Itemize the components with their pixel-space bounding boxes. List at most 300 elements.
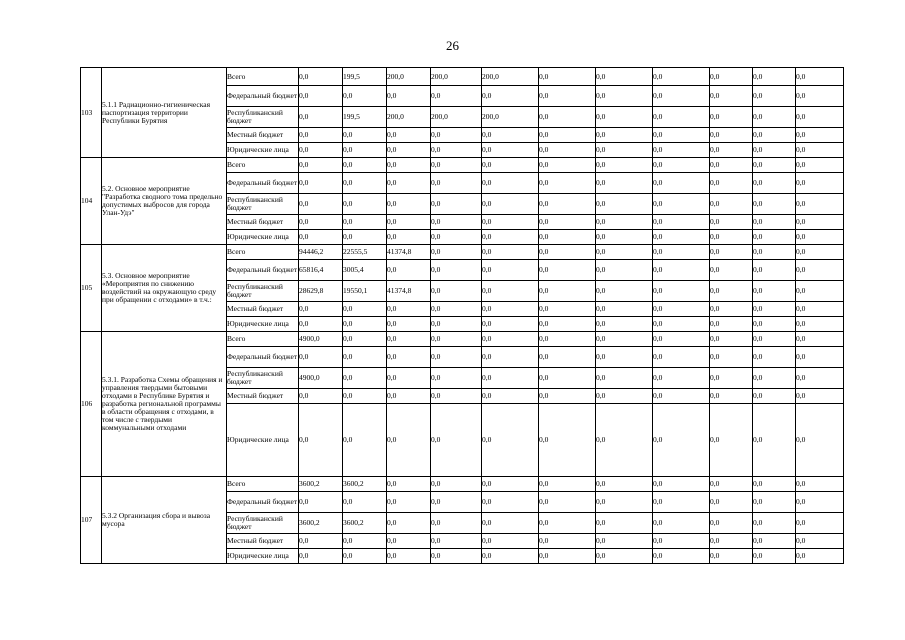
amount-cell: 0,0 [299,68,343,86]
amount-cell: 0,0 [387,549,431,564]
funding-source: Федеральный бюджет [227,86,299,107]
amount-cell: 0,0 [710,86,753,107]
amount-cell: 0,0 [753,404,796,477]
amount-cell: 0,0 [387,332,431,347]
amount-cell: 0,0 [431,404,482,477]
amount-cell: 0,0 [482,477,539,492]
amount-cell: 0,0 [596,281,653,302]
table-row [81,477,844,492]
amount-cell: 4900,0 [299,368,343,389]
amount-cell: 0,0 [710,158,753,173]
amount-cell: 0,0 [539,389,596,404]
amount-cell: 0,0 [653,68,710,86]
amount-cell: 200,0 [431,68,482,86]
amount-cell: 0,0 [796,143,844,158]
funding-source: Федеральный бюджет [227,347,299,368]
amount-cell: 0,0 [710,317,753,332]
amount-cell: 4900,0 [299,332,343,347]
amount-cell: 65816,4 [299,260,343,281]
amount-cell: 0,0 [596,107,653,128]
amount-cell: 19550,1 [343,281,387,302]
amount-cell: 0,0 [710,492,753,513]
amount-cell: 0,0 [431,143,482,158]
amount-cell: 0,0 [796,534,844,549]
amount-cell: 0,0 [653,302,710,317]
amount-cell: 0,0 [653,143,710,158]
amount-cell: 0,0 [539,173,596,194]
amount-cell: 0,0 [753,86,796,107]
funding-source: Всего [227,477,299,492]
amount-cell: 200,0 [387,107,431,128]
amount-cell: 0,0 [653,404,710,477]
amount-cell: 0,0 [653,86,710,107]
amount-cell: 0,0 [387,230,431,245]
amount-cell: 0,0 [796,215,844,230]
amount-cell: 0,0 [653,281,710,302]
amount-cell: 0,0 [596,347,653,368]
amount-cell: 0,0 [796,260,844,281]
amount-cell: 0,0 [753,128,796,143]
measure-name: 5.1.1 Радиационно-гигиеническая паспортизация территории Республики Бурятия [102,68,227,158]
amount-cell: 0,0 [596,173,653,194]
amount-cell: 0,0 [653,260,710,281]
amount-cell: 0,0 [299,534,343,549]
amount-cell: 0,0 [539,317,596,332]
funding-source: Федеральный бюджет [227,260,299,281]
amount-cell: 0,0 [653,173,710,194]
funding-source: Федеральный бюджет [227,173,299,194]
measure-name: 5.3.1. Разработка Схемы обращения и управления твердыми бытовыми отходами в Республике Бурятия и разработка региональной программы в области обращения с отходами, в том числе с твердыми коммунальными отходами [102,332,227,477]
amount-cell: 0,0 [299,107,343,128]
amount-cell: 0,0 [710,347,753,368]
amount-cell: 0,0 [753,260,796,281]
funding-source: Всего [227,245,299,260]
amount-cell: 0,0 [539,549,596,564]
amount-cell: 0,0 [710,477,753,492]
amount-cell: 0,0 [539,302,596,317]
amount-cell: 0,0 [710,194,753,215]
amount-cell: 0,0 [539,404,596,477]
amount-cell: 0,0 [596,260,653,281]
funding-source: Всего [227,68,299,86]
amount-cell: 0,0 [387,86,431,107]
amount-cell: 0,0 [710,368,753,389]
amount-cell: 0,0 [653,513,710,534]
amount-cell: 0,0 [539,107,596,128]
amount-cell: 0,0 [343,332,387,347]
amount-cell: 0,0 [796,332,844,347]
amount-cell: 0,0 [343,158,387,173]
amount-cell: 0,0 [653,245,710,260]
amount-cell: 41374,8 [387,281,431,302]
amount-cell: 0,0 [596,128,653,143]
amount-cell: 0,0 [796,107,844,128]
amount-cell: 0,0 [387,534,431,549]
funding-source: Республиканский бюджет [227,107,299,128]
amount-cell: 0,0 [299,215,343,230]
amount-cell: 0,0 [710,68,753,86]
amount-cell: 0,0 [387,492,431,513]
amount-cell: 0,0 [796,245,844,260]
amount-cell: 0,0 [796,281,844,302]
amount-cell: 0,0 [343,230,387,245]
amount-cell: 0,0 [431,230,482,245]
funding-source: Всего [227,158,299,173]
amount-cell: 0,0 [431,534,482,549]
amount-cell: 0,0 [753,549,796,564]
amount-cell: 0,0 [482,513,539,534]
amount-cell: 0,0 [596,549,653,564]
amount-cell: 0,0 [796,389,844,404]
table-row [81,158,844,173]
amount-cell: 0,0 [431,332,482,347]
amount-cell: 0,0 [753,158,796,173]
amount-cell: 0,0 [539,513,596,534]
row-number: 107 [81,477,102,564]
amount-cell: 0,0 [539,143,596,158]
amount-cell: 0,0 [387,158,431,173]
amount-cell: 0,0 [653,368,710,389]
amount-cell: 0,0 [343,368,387,389]
funding-source: Местный бюджет [227,534,299,549]
amount-cell: 0,0 [299,404,343,477]
funding-source: Республиканский бюджет [227,368,299,389]
amount-cell: 0,0 [539,230,596,245]
amount-cell: 0,0 [431,128,482,143]
amount-cell: 0,0 [299,143,343,158]
amount-cell: 0,0 [753,368,796,389]
amount-cell: 0,0 [753,302,796,317]
amount-cell: 0,0 [653,477,710,492]
amount-cell: 0,0 [796,513,844,534]
amount-cell: 0,0 [299,194,343,215]
amount-cell: 0,0 [710,128,753,143]
amount-cell: 0,0 [539,194,596,215]
funding-source: Местный бюджет [227,389,299,404]
amount-cell: 28629,8 [299,281,343,302]
amount-cell: 0,0 [710,143,753,158]
amount-cell: 0,0 [653,230,710,245]
amount-cell: 0,0 [343,128,387,143]
amount-cell: 0,0 [431,389,482,404]
amount-cell: 0,0 [596,230,653,245]
amount-cell: 0,0 [387,194,431,215]
amount-cell: 0,0 [796,549,844,564]
amount-cell: 0,0 [596,404,653,477]
amount-cell: 0,0 [387,143,431,158]
row-number: 103 [81,68,102,158]
amount-cell: 0,0 [796,477,844,492]
amount-cell: 0,0 [431,302,482,317]
amount-cell: 0,0 [753,317,796,332]
amount-cell: 0,0 [653,128,710,143]
amount-cell: 0,0 [596,143,653,158]
amount-cell: 0,0 [596,492,653,513]
amount-cell: 0,0 [753,143,796,158]
amount-cell: 0,0 [343,549,387,564]
amount-cell: 0,0 [653,347,710,368]
amount-cell: 0,0 [343,302,387,317]
amount-cell: 0,0 [753,389,796,404]
amount-cell: 0,0 [796,68,844,86]
amount-cell: 0,0 [482,245,539,260]
funding-source: Федеральный бюджет [227,492,299,513]
amount-cell: 0,0 [343,173,387,194]
amount-cell: 0,0 [482,143,539,158]
amount-cell: 0,0 [299,86,343,107]
amount-cell: 0,0 [299,317,343,332]
amount-cell: 0,0 [796,492,844,513]
amount-cell: 0,0 [343,534,387,549]
amount-cell: 0,0 [596,332,653,347]
amount-cell: 0,0 [343,215,387,230]
amount-cell: 0,0 [431,215,482,230]
amount-cell: 0,0 [482,332,539,347]
amount-cell: 0,0 [343,194,387,215]
amount-cell: 0,0 [710,107,753,128]
amount-cell: 0,0 [596,194,653,215]
amount-cell: 0,0 [539,492,596,513]
budget-table [80,67,844,564]
funding-source: Республиканский бюджет [227,513,299,534]
amount-cell: 0,0 [539,477,596,492]
amount-cell: 0,0 [539,260,596,281]
amount-cell: 200,0 [431,107,482,128]
amount-cell: 0,0 [539,158,596,173]
amount-cell: 0,0 [387,368,431,389]
amount-cell: 0,0 [753,230,796,245]
amount-cell: 0,0 [387,215,431,230]
amount-cell: 94446,2 [299,245,343,260]
amount-cell: 0,0 [596,368,653,389]
amount-cell: 0,0 [653,215,710,230]
amount-cell: 0,0 [753,492,796,513]
amount-cell: 0,0 [482,404,539,477]
amount-cell: 0,0 [710,302,753,317]
amount-cell: 199,5 [343,68,387,86]
amount-cell: 0,0 [710,281,753,302]
amount-cell: 0,0 [653,107,710,128]
funding-source: Местный бюджет [227,302,299,317]
amount-cell: 0,0 [482,86,539,107]
amount-cell: 0,0 [387,347,431,368]
amount-cell: 0,0 [431,173,482,194]
amount-cell: 0,0 [796,128,844,143]
amount-cell: 0,0 [299,389,343,404]
amount-cell: 0,0 [710,230,753,245]
funding-source: Республиканский бюджет [227,281,299,302]
amount-cell: 0,0 [539,368,596,389]
funding-source: Юридические лица [227,404,299,477]
amount-cell: 0,0 [596,86,653,107]
funding-source: Республиканский бюджет [227,194,299,215]
amount-cell: 0,0 [431,245,482,260]
amount-cell: 3600,2 [343,513,387,534]
amount-cell: 0,0 [482,230,539,245]
funding-source: Местный бюджет [227,128,299,143]
amount-cell: 0,0 [343,347,387,368]
amount-cell: 41374,8 [387,245,431,260]
amount-cell: 0,0 [796,230,844,245]
amount-cell: 3600,2 [299,477,343,492]
amount-cell: 0,0 [596,215,653,230]
row-number: 106 [81,332,102,477]
amount-cell: 0,0 [539,86,596,107]
amount-cell: 0,0 [596,245,653,260]
amount-cell: 0,0 [753,281,796,302]
funding-source: Юридические лица [227,143,299,158]
amount-cell: 0,0 [596,477,653,492]
amount-cell: 0,0 [596,302,653,317]
amount-cell: 0,0 [482,317,539,332]
amount-cell: 0,0 [299,173,343,194]
amount-cell: 0,0 [343,143,387,158]
amount-cell: 0,0 [482,173,539,194]
amount-cell: 0,0 [539,245,596,260]
amount-cell: 0,0 [343,492,387,513]
amount-cell: 0,0 [299,549,343,564]
amount-cell: 0,0 [753,68,796,86]
amount-cell: 0,0 [796,368,844,389]
funding-source: Юридические лица [227,317,299,332]
amount-cell: 0,0 [431,477,482,492]
amount-cell: 0,0 [431,281,482,302]
amount-cell: 0,0 [653,534,710,549]
amount-cell: 200,0 [482,68,539,86]
amount-cell: 0,0 [653,492,710,513]
page-number: 26 [446,38,459,53]
amount-cell: 200,0 [387,68,431,86]
amount-cell: 0,0 [343,317,387,332]
amount-cell: 0,0 [796,347,844,368]
amount-cell: 0,0 [299,347,343,368]
amount-cell: 0,0 [482,302,539,317]
amount-cell: 22555,5 [343,245,387,260]
amount-cell: 0,0 [753,194,796,215]
amount-cell: 0,0 [539,68,596,86]
amount-cell: 0,0 [653,389,710,404]
amount-cell: 0,0 [387,389,431,404]
amount-cell: 0,0 [710,245,753,260]
amount-cell: 3600,2 [299,513,343,534]
amount-cell: 0,0 [539,347,596,368]
amount-cell: 0,0 [482,128,539,143]
amount-cell: 0,0 [431,347,482,368]
amount-cell: 0,0 [753,534,796,549]
amount-cell: 0,0 [710,260,753,281]
amount-cell: 0,0 [387,128,431,143]
amount-cell: 0,0 [653,317,710,332]
amount-cell: 0,0 [796,404,844,477]
amount-cell: 0,0 [431,158,482,173]
amount-cell: 0,0 [431,260,482,281]
amount-cell: 0,0 [431,317,482,332]
amount-cell: 0,0 [343,404,387,477]
amount-cell: 0,0 [431,549,482,564]
amount-cell: 0,0 [299,128,343,143]
amount-cell: 0,0 [653,332,710,347]
amount-cell: 0,0 [753,215,796,230]
amount-cell: 199,5 [343,107,387,128]
funding-source: Юридические лица [227,549,299,564]
amount-cell: 0,0 [710,173,753,194]
amount-cell: 0,0 [539,215,596,230]
amount-cell: 0,0 [539,534,596,549]
measure-name: 5.3. Основное мероприятие «Мероприятия по снижению воздействий на окружающую среду при обращении с отходами» в т.ч.: [102,245,227,332]
table-row [81,245,844,260]
measure-name: 5.3.2 Организация сбора и вывоза мусора [102,477,227,564]
amount-cell: 0,0 [753,347,796,368]
amount-cell: 0,0 [387,513,431,534]
amount-cell: 3005,4 [343,260,387,281]
amount-cell: 0,0 [710,534,753,549]
measure-name: 5.2. Основное мероприятие "Разработка сводного тома предельно допустимых выбросов для города Улан-Удэ" [102,158,227,245]
amount-cell: 0,0 [796,302,844,317]
amount-cell: 0,0 [710,215,753,230]
amount-cell: 0,0 [753,173,796,194]
amount-cell: 0,0 [387,404,431,477]
funding-source: Местный бюджет [227,215,299,230]
amount-cell: 0,0 [539,128,596,143]
amount-cell: 0,0 [482,158,539,173]
amount-cell: 0,0 [387,173,431,194]
amount-cell: 0,0 [596,513,653,534]
amount-cell: 0,0 [299,230,343,245]
amount-cell: 0,0 [596,68,653,86]
amount-cell: 0,0 [753,477,796,492]
amount-cell: 0,0 [796,317,844,332]
amount-cell: 0,0 [431,194,482,215]
funding-source: Юридические лица [227,230,299,245]
amount-cell: 3600,2 [343,477,387,492]
table-row [81,332,844,347]
row-number: 105 [81,245,102,332]
amount-cell: 0,0 [299,302,343,317]
table-row [81,68,844,86]
amount-cell: 0,0 [753,245,796,260]
amount-cell: 0,0 [482,368,539,389]
amount-cell: 0,0 [753,107,796,128]
amount-cell: 0,0 [299,492,343,513]
amount-cell: 0,0 [596,317,653,332]
amount-cell: 0,0 [431,513,482,534]
amount-cell: 0,0 [482,534,539,549]
amount-cell: 0,0 [482,215,539,230]
amount-cell: 0,0 [596,534,653,549]
amount-cell: 0,0 [343,389,387,404]
amount-cell: 0,0 [796,158,844,173]
amount-cell: 0,0 [539,281,596,302]
amount-cell: 0,0 [482,389,539,404]
amount-cell: 0,0 [753,513,796,534]
amount-cell: 0,0 [431,368,482,389]
amount-cell: 0,0 [796,173,844,194]
amount-cell: 0,0 [710,549,753,564]
amount-cell: 0,0 [387,302,431,317]
amount-cell: 0,0 [753,332,796,347]
amount-cell: 0,0 [796,194,844,215]
amount-cell: 0,0 [653,158,710,173]
amount-cell: 0,0 [796,86,844,107]
amount-cell: 0,0 [299,158,343,173]
amount-cell: 0,0 [482,194,539,215]
amount-cell: 0,0 [482,281,539,302]
amount-cell: 0,0 [431,492,482,513]
amount-cell: 0,0 [596,389,653,404]
row-number: 104 [81,158,102,245]
amount-cell: 0,0 [482,347,539,368]
amount-cell: 0,0 [387,477,431,492]
